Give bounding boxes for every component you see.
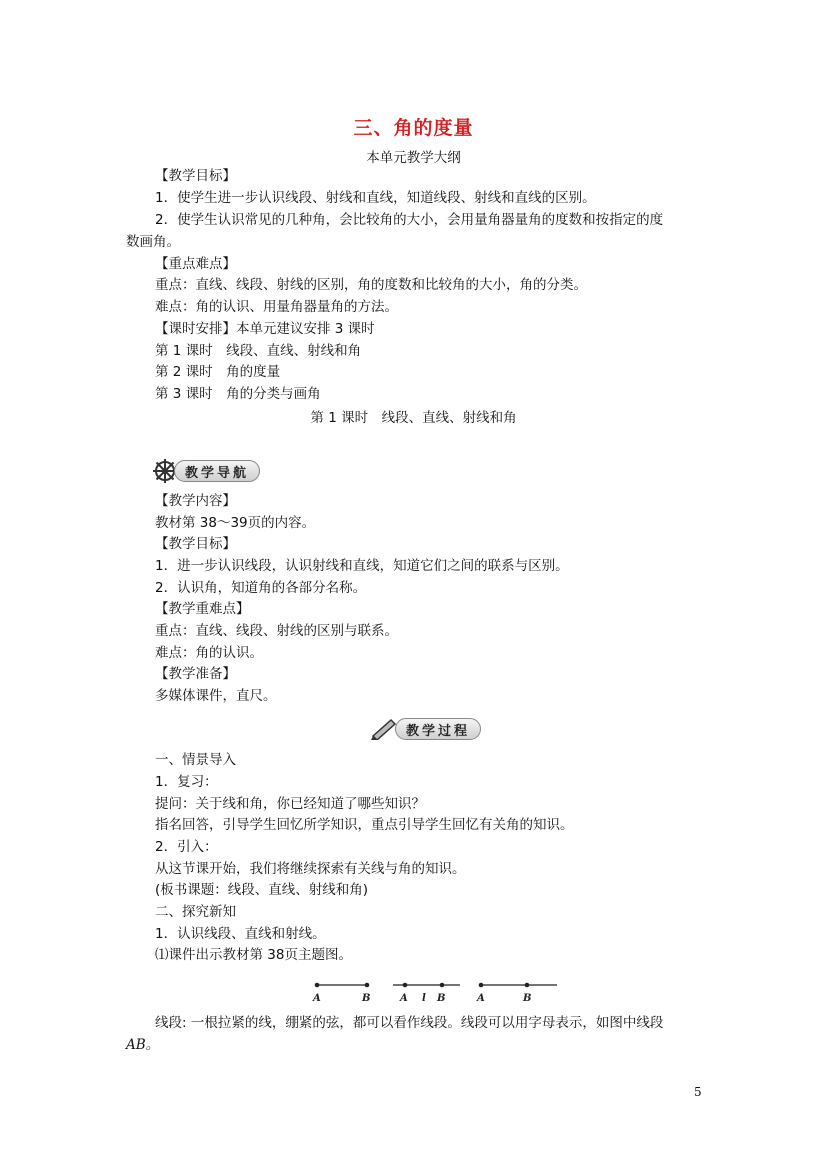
prep: 多媒体课件，直尺。: [155, 688, 277, 704]
guide-goal-heading: 【教学目标】: [155, 536, 236, 552]
section-1: 一、情景导入: [155, 752, 236, 768]
subtitle: 本单元教学大纲: [366, 150, 461, 166]
teaching-guide-label: 教学导航: [174, 460, 260, 482]
intro: 从这节课开始，我们将继续探索有关线与角的知识。: [155, 861, 466, 877]
goal-2-cont: 数画角。: [126, 234, 180, 250]
ray-ab: [479, 983, 557, 988]
teaching-process-badge: [371, 718, 481, 740]
prep-heading: 【教学准备】: [155, 666, 236, 682]
label-seg2-b: B: [437, 993, 446, 1004]
goal-2: 2．使学生认识常见的几种角，会比较角的大小，会用量角器量角的度数和按指定的度: [155, 212, 664, 228]
label-seg1-b: B: [362, 993, 371, 1004]
section-2: 二、探究新知: [155, 904, 236, 920]
content: 教材第 38～39页的内容。: [155, 515, 316, 531]
page-number: 5: [694, 1085, 702, 1099]
intro-heading: 2．引入：: [155, 839, 218, 855]
review: 1．复习：: [155, 774, 218, 790]
schedule: 【课时安排】本单元建议安排 3 课时: [155, 321, 375, 337]
segment-definition: 线段: 一根拉紧的线，绷紧的弦，都可以看作线段。线段可以用字母表示，如图中线段: [155, 1015, 664, 1031]
guide-difficulty: 难点：角的认识。: [155, 645, 263, 661]
label-seg3-a: A: [477, 993, 485, 1004]
page-title: 三、角的度量: [353, 117, 474, 139]
lesson-3: 第 3 课时 角的分类与画角: [155, 386, 321, 402]
segment-ab: [315, 983, 370, 988]
goal-1: 1．使学生进一步认识线段、射线和直线，知道线段、射线和直线的区别。: [155, 190, 596, 206]
lesson-title: 第 1 课时 线段、直线、射线和角: [310, 410, 517, 426]
label-seg1-a: A: [313, 993, 321, 1004]
question: 提问：关于线和角，你已经知道了哪些知识？: [155, 796, 425, 812]
label-seg3-b: B: [523, 993, 532, 1004]
key-point: 重点：直线、线段、射线的区别，角的度数和比较角的大小，角的分类。: [155, 277, 587, 293]
guide-key-point: 重点：直线、线段、射线的区别与联系。: [155, 623, 398, 639]
goal-heading: 【教学目标】: [155, 168, 236, 184]
guide-goal-1: 1．进一步认识线段，认识射线和直线，知道它们之间的联系与区别。: [155, 558, 569, 574]
guide-goal-2: 2．认识角，知道角的各部分名称。: [155, 580, 367, 596]
line-figure: [305, 975, 565, 1005]
explore-1: 1．认识线段、直线和射线。: [155, 926, 326, 942]
difficulty: 难点：角的认识、用量角器量角的方法。: [155, 299, 398, 315]
board-title: (板书课题：线段、直线、射线和角): [155, 882, 369, 898]
teaching-guide-badge: [152, 458, 260, 484]
guide-key-heading: 【教学重难点】: [155, 601, 250, 617]
answer: 指名回答，引导学生回忆所学知识，重点引导学生回忆有关角的知识。: [155, 817, 574, 833]
lesson-1: 第 1 课时 线段、直线、射线和角: [155, 343, 362, 359]
pencil-icon: [371, 718, 397, 740]
lesson-2: 第 2 课时 角的度量: [155, 364, 281, 380]
label-seg2-a: A: [400, 993, 408, 1004]
content-heading: 【教学内容】: [155, 493, 236, 509]
key-heading: 【重点难点】: [155, 256, 236, 272]
figure-caption: ⑴课件出示教材第 38页主题图。: [155, 947, 352, 963]
line-ab: [393, 983, 460, 988]
label-seg2-l: l: [422, 993, 426, 1004]
teaching-process-label: 教学过程: [395, 718, 481, 740]
segment-definition-cont: AB。: [126, 1037, 160, 1053]
